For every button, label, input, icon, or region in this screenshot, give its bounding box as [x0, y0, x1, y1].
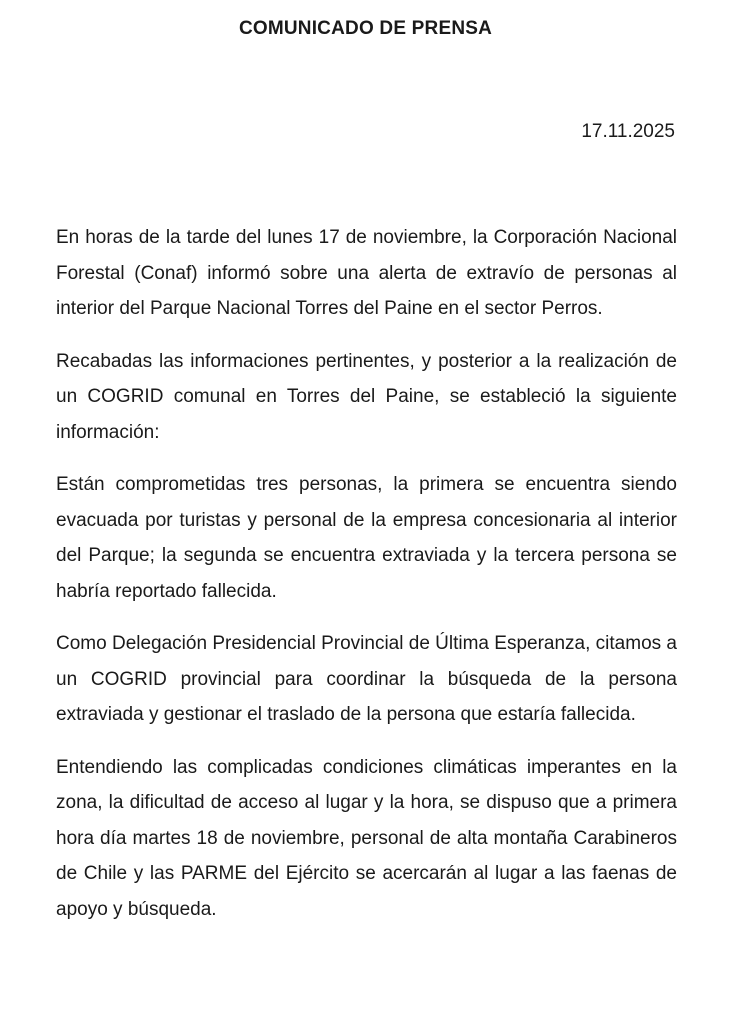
- paragraph: En horas de la tarde del lunes 17 de noviembre, la Corporación Nacional Forestal (Conaf) informó sobre una alerta de extravío de personas al interior del Parque Nacional Torres del Paine en el sector Perros.: [56, 227, 677, 319]
- paragraph: Entendiendo las complicadas condiciones climáticas imperantes en la zona, la dificultad de acceso al lugar y la hora, se dispuso que a primera hora día martes 18 de noviembre, personal de alta montaña Carabineros de Chile y las PARME del Ejército se acercarán al lugar a las faenas de apoyo y búsqueda.: [56, 756, 677, 920]
- document-body: [56, 220, 677, 944]
- paragraph: Recabadas las informaciones pertinentes, y posterior a la realización de un COGRID comunal en Torres del Paine, se estableció la siguiente información:: [56, 350, 677, 443]
- document-title: COMUNICADO DE PRENSA: [238, 18, 493, 39]
- document-date: 17.11.2025: [581, 121, 675, 142]
- paragraph: Como Delegación Presidencial Provincial de Última Esperanza, citamos a un COGRID provincial para coordinar la búsqueda de la persona extraviada y gestionar el traslado de la persona que estaría fallecida.: [56, 633, 677, 725]
- paragraph: Están comprometidas tres personas, la primera se encuentra siendo evacuada por turistas y personal de la empresa concesionaria al interior del Parque; la segunda se encuentra extraviada y la tercera persona se habría reportado fallecida.: [56, 474, 677, 602]
